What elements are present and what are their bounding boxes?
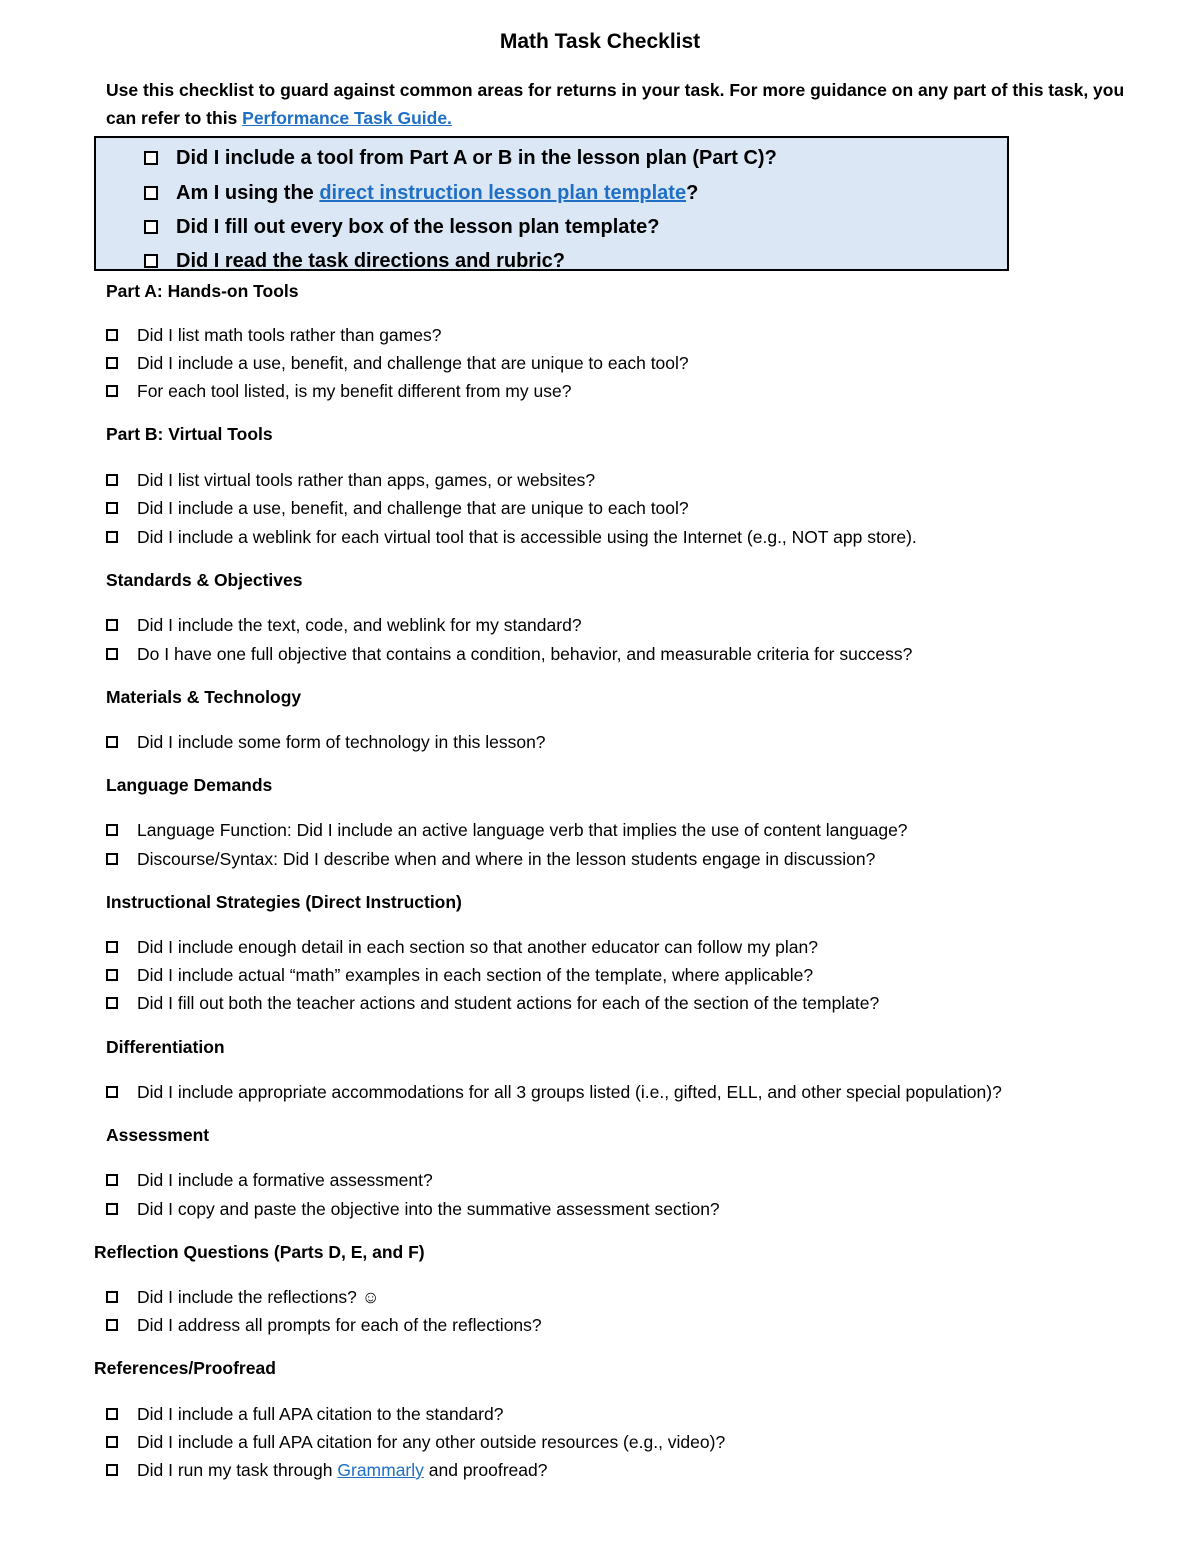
checkbox-icon[interactable] xyxy=(106,941,118,953)
checklist-item: Did I include a use, benefit, and challenge that are unique to each tool? xyxy=(106,497,689,519)
checklist-item: Did I include enough detail in each section so that another educator can follow my plan? xyxy=(106,936,818,958)
lesson-plan-template-link[interactable]: direct instruction lesson plan template xyxy=(319,182,687,204)
checklist-item: Did I copy and paste the objective into the summative assessment section? xyxy=(106,1198,720,1220)
checkbox-icon[interactable] xyxy=(106,1436,118,1448)
checkbox-icon[interactable] xyxy=(106,357,118,369)
section-heading-reflection: Reflection Questions (Parts D, E, and F) xyxy=(94,1242,425,1262)
intro-text: Use this checklist to guard against common areas for returns in your task. For more guidance on any part of this task, you can refer to this xyxy=(106,80,1125,128)
checklist-item: Did I address all prompts for each of the reflections? xyxy=(106,1314,542,1336)
checklist-item: Did I include the reflections? ☺ xyxy=(106,1286,380,1308)
checklist-item: Did I include a full APA citation to the standard? xyxy=(106,1403,503,1425)
checkbox-icon[interactable] xyxy=(106,824,118,836)
checkbox-icon[interactable] xyxy=(106,1464,118,1476)
checkbox-icon[interactable] xyxy=(144,151,158,165)
checklist-item: Did I include a weblink for each virtual tool that is accessible using the Internet (e.g., NOT app store). xyxy=(106,526,917,548)
section-heading-assessment: Assessment xyxy=(106,1125,210,1145)
section-heading-references: References/Proofread xyxy=(94,1358,276,1378)
checkbox-icon[interactable] xyxy=(106,619,118,631)
checkbox-icon[interactable] xyxy=(106,1086,118,1098)
checkbox-icon[interactable] xyxy=(106,502,118,514)
section-heading-language: Language Demands xyxy=(106,775,273,795)
section-heading-differentiation: Differentiation xyxy=(106,1037,225,1057)
checklist-item: Did I include some form of technology in this lesson? xyxy=(106,731,546,753)
checkbox-icon[interactable] xyxy=(106,736,118,748)
key-checklist-box xyxy=(94,136,1009,271)
checkbox-icon[interactable] xyxy=(106,1291,118,1303)
key-checklist-item: Did I fill out every box of the lesson plan template? xyxy=(144,215,659,239)
key-checklist-item: Am I using the direct instruction lesson plan template? xyxy=(144,181,698,205)
checkbox-icon[interactable] xyxy=(106,648,118,660)
checkbox-icon[interactable] xyxy=(144,186,158,200)
section-heading-standards: Standards & Objectives xyxy=(106,570,303,590)
section-heading-instructional: Instructional Strategies (Direct Instruction) xyxy=(106,892,462,912)
section-heading-part-a: Part A: Hands-on Tools xyxy=(106,281,299,301)
checklist-item: Did I list math tools rather than games? xyxy=(106,324,441,346)
intro-paragraph xyxy=(106,76,1126,132)
checklist-item: Do I have one full objective that contains a condition, behavior, and measurable criteria for success? xyxy=(106,643,912,665)
checkbox-icon[interactable] xyxy=(106,329,118,341)
checklist-item: Did I fill out both the teacher actions and student actions for each of the section of the template? xyxy=(106,992,879,1014)
checkbox-icon[interactable] xyxy=(144,254,158,268)
checkbox-icon[interactable] xyxy=(106,997,118,1009)
checkbox-icon[interactable] xyxy=(106,969,118,981)
checkbox-icon[interactable] xyxy=(106,385,118,397)
checklist-item: Did I include a full APA citation for any other outside resources (e.g., video)? xyxy=(106,1431,725,1453)
checklist-item: Did I list virtual tools rather than apps, games, or websites? xyxy=(106,469,595,491)
checkbox-icon[interactable] xyxy=(106,853,118,865)
page-title: Math Task Checklist xyxy=(499,30,701,53)
checklist-item: Did I include the text, code, and weblink for my standard? xyxy=(106,614,582,636)
checkbox-icon[interactable] xyxy=(106,1203,118,1215)
checklist-item: Did I include appropriate accommodations for all 3 groups listed (i.e., gifted, ELL, and other special population)? xyxy=(106,1081,1002,1103)
checkbox-icon[interactable] xyxy=(106,531,118,543)
checklist-item: For each tool listed, is my benefit different from my use? xyxy=(106,380,571,402)
checkbox-icon[interactable] xyxy=(106,1408,118,1420)
key-checklist-item: Did I include a tool from Part A or B in the lesson plan (Part C)? xyxy=(144,146,777,170)
checklist-item: Did I run my task through Grammarly and proofread? xyxy=(106,1459,547,1481)
key-checklist-item: Did I read the task directions and rubric? xyxy=(144,249,565,273)
performance-task-guide-link[interactable]: Performance Task Guide. xyxy=(242,108,452,128)
checklist-item: Did I include a use, benefit, and challenge that are unique to each tool? xyxy=(106,352,689,374)
checkbox-icon[interactable] xyxy=(106,474,118,486)
grammarly-link[interactable]: Grammarly xyxy=(337,1460,424,1480)
section-heading-materials: Materials & Technology xyxy=(106,687,302,707)
checkbox-icon[interactable] xyxy=(144,220,158,234)
checklist-item: Discourse/Syntax: Did I describe when and where in the lesson students engage in discussion? xyxy=(106,848,875,870)
checklist-item: Did I include a formative assessment? xyxy=(106,1169,433,1191)
checklist-item: Did I include actual “math” examples in each section of the template, where applicable? xyxy=(106,964,813,986)
checklist-item: Language Function: Did I include an active language verb that implies the use of content language? xyxy=(106,819,908,841)
section-heading-part-b: Part B: Virtual Tools xyxy=(106,424,273,444)
checkbox-icon[interactable] xyxy=(106,1319,118,1331)
checkbox-icon[interactable] xyxy=(106,1174,118,1186)
